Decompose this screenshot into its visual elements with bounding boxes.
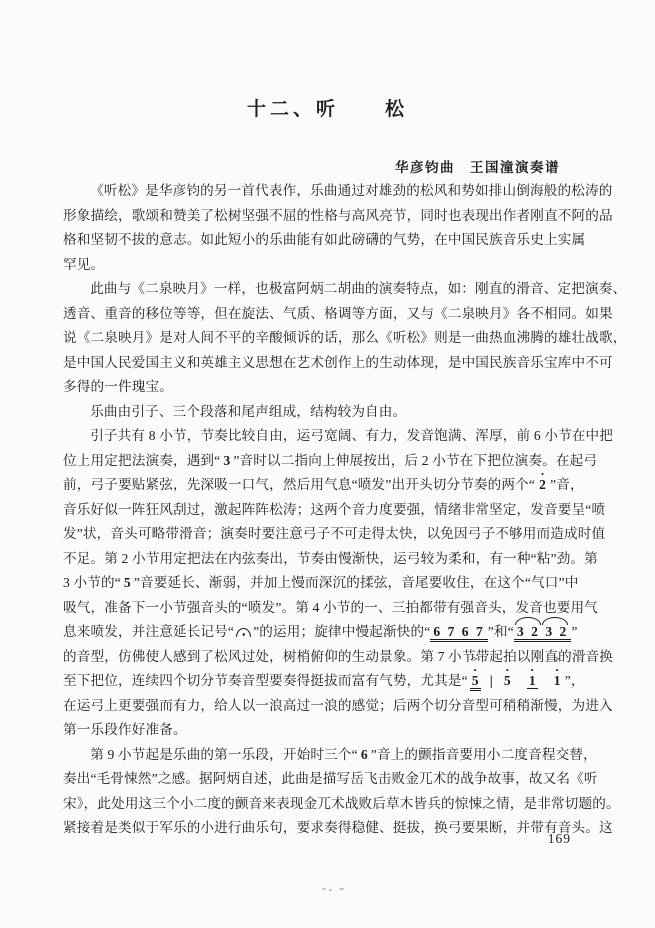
paragraph xyxy=(63,424,614,743)
barline: | xyxy=(489,673,493,688)
paragraph xyxy=(63,277,627,400)
text-run: 息来喷发，并注意延长记号“ xyxy=(63,624,235,639)
text-line xyxy=(63,351,613,376)
text-run: 发”状，音头可略带滑音；演奏时要注意弓子不可走得太快，以免因弓子不够用而造成时值 xyxy=(63,526,606,541)
text-line xyxy=(63,522,606,547)
text-run: 不足。第 2 小节用定把法在内弦奏出，节奏由慢渐快，运弓较为柔和，有一种“粘”劲。第 xyxy=(63,550,598,566)
text-run: 紧接着是类似于军乐的小进行曲乐句，要求奏得稳健、挺拔，换弓要果断，并带有音头。这 xyxy=(63,820,613,835)
text-run: 此曲与《二泉映月》一样，也极富阿炳二胡曲的演奏特点，如：刚直的滑音、定把演奏、 xyxy=(90,281,627,296)
text-line xyxy=(63,424,614,449)
text-run: 透音、重音的移位等等，但在旋法、气质、格调等方面，又与《二泉映月》各不相同。如果 xyxy=(63,305,613,321)
text-line xyxy=(63,645,614,670)
page-title: 十二、听 松 xyxy=(246,99,408,120)
notes-6767: 6 7 6 7 xyxy=(430,624,487,642)
text-line xyxy=(63,400,595,425)
text-run: 前，弓子要贴紧弦，先深吸一口气，然后用气息“喷发”出开头切分节奏的两个“ xyxy=(63,477,536,492)
text-line xyxy=(63,204,613,229)
text-run: 第 9 小节起是乐曲的第一乐段，开始时三个“ xyxy=(90,746,358,762)
paragraph xyxy=(63,743,620,841)
text-run: 奏出“毛骨悚然”之感。据阿炳自述，此曲是描写岳飞击败金兀术的战争故事，故又名《听 xyxy=(63,771,598,786)
text-line xyxy=(63,596,598,621)
text-line xyxy=(63,228,595,253)
text-run: ”， xyxy=(564,673,585,688)
text-run: 乐曲由引子、三个段落和尾声组成，结构较为自由。 xyxy=(90,403,407,419)
text-line xyxy=(63,792,620,817)
text-run: 在运弓上更要强而有力，给人以一浪高过一浪的感觉；后两个切分音型可稍稍渐慢，为进入 xyxy=(63,697,613,713)
paragraph xyxy=(63,400,595,425)
text-run: 音乐好似一阵狂风刮过，激起阵阵松涛；这两个音力度要强，情绪非常坚定，发音要呈“喷 xyxy=(63,501,606,517)
text-line xyxy=(63,277,627,302)
text-run: 《听松》是华彦钧的另一首代表作，乐曲通过对雄劲的松风和势如排山倒海般的松涛的 xyxy=(90,183,613,198)
paragraph xyxy=(63,179,613,277)
text-run: ” xyxy=(571,624,578,639)
text-line xyxy=(63,473,595,498)
text-run: ”音， xyxy=(550,477,584,492)
note-1: · 1 xyxy=(527,674,538,689)
notes-3232-slurred: 3 2 3 2 xyxy=(514,624,571,642)
text-line xyxy=(63,375,595,400)
scan-artifact-dots xyxy=(322,887,348,891)
text-run: 格和坚韧不拔的意志。如此短小的乐曲能有如此磅礴的气势，在中国民族音乐史上实属 xyxy=(63,232,586,247)
text-line xyxy=(63,620,595,645)
page-number: 169 xyxy=(547,831,571,846)
text-line xyxy=(63,179,613,204)
text-line xyxy=(63,694,613,719)
text-line xyxy=(63,449,598,474)
text-run: 多得的一件瑰宝。 xyxy=(63,379,173,394)
text-run: ”的运用；旋律中慢起渐快的“ xyxy=(253,624,431,639)
text-run: 是中国人民爱国主义和英雄主义思想在艺术创作上的生动体现，是中国民族音乐宝库中不可 xyxy=(63,354,613,370)
text-line xyxy=(63,498,606,523)
text-run: 吸气，准备下一小节强音头的“喷发”。第 4 小节的一、三拍都带有强音头，发音也要用气 xyxy=(63,599,598,615)
text-run: 罕见。 xyxy=(63,256,105,272)
text-line xyxy=(63,718,595,743)
text-line xyxy=(63,547,598,572)
text-run: 形象描绘，歌颂和赞美了松树坚强不屈的性格与高风亮节，同时也表现出作者刚直不阿的品 xyxy=(63,207,613,223)
text-run: ”音上的颤指音要用小二度音程交替， xyxy=(370,746,597,762)
text-line xyxy=(63,669,595,694)
text-line xyxy=(63,302,613,327)
text-run: ”和“ xyxy=(487,624,514,639)
text-line xyxy=(63,816,613,841)
text-run: 宋》，此处用这三个小二度的颤音来表现金兀术战败后草木皆兵的惊悚之情，是非常切题的。 xyxy=(63,795,620,811)
note-5: · 5 xyxy=(502,674,513,688)
text-run: 位上用定把法演奏，遇到“ xyxy=(63,452,221,468)
text-line xyxy=(63,767,598,792)
body-text xyxy=(63,179,627,841)
text-line xyxy=(63,743,595,768)
text-run: 6 xyxy=(360,746,368,762)
text-run: 3 小节的“ xyxy=(63,575,121,590)
text-run: ”音要延长、渐弱，并加上慢而深沉的揉弦，音尾要收住，在这个“气口”中 xyxy=(133,575,579,590)
text-run: 引子共有 8 小节，节奏比较自由，运弓宽阔、有力，发音饱满、浑厚，前 6 小节在中把 xyxy=(90,428,614,443)
fermata-symbol xyxy=(236,628,251,637)
text-run: 5 xyxy=(123,575,131,590)
text-run: 说《二泉映月》是对人间不平的辛酸倾诉的话，那么《听松》则是一曲热血沸腾的雄壮战歌， xyxy=(63,330,627,345)
byline: 华彦钧曲 王国潼演奏谱 xyxy=(395,160,560,175)
text-line xyxy=(63,253,595,278)
text-run: 至下把位，连续四个切分节奏音型要奏得挺拔而富有气势，尤其是“ xyxy=(63,673,468,688)
text-run: 3 xyxy=(223,452,231,468)
text-run: ”音时以二指向上伸展按出，后 2 小节在下把位演奏。在起弓 xyxy=(233,452,598,468)
note-5-accent: · 5 > xyxy=(470,674,481,691)
note-2-octave-dot: · 2 xyxy=(537,478,548,492)
note-1-accent: · 1 > xyxy=(552,674,563,688)
text-line xyxy=(63,326,627,351)
text-line xyxy=(63,571,595,596)
text-run: 第一乐段作好准备。 xyxy=(63,722,187,737)
text-run: 的音型，仿佛使人感到了松风过处，树梢俯仰的生动景象。第 7 小节带起拍以刚直的滑音换 xyxy=(63,648,614,664)
